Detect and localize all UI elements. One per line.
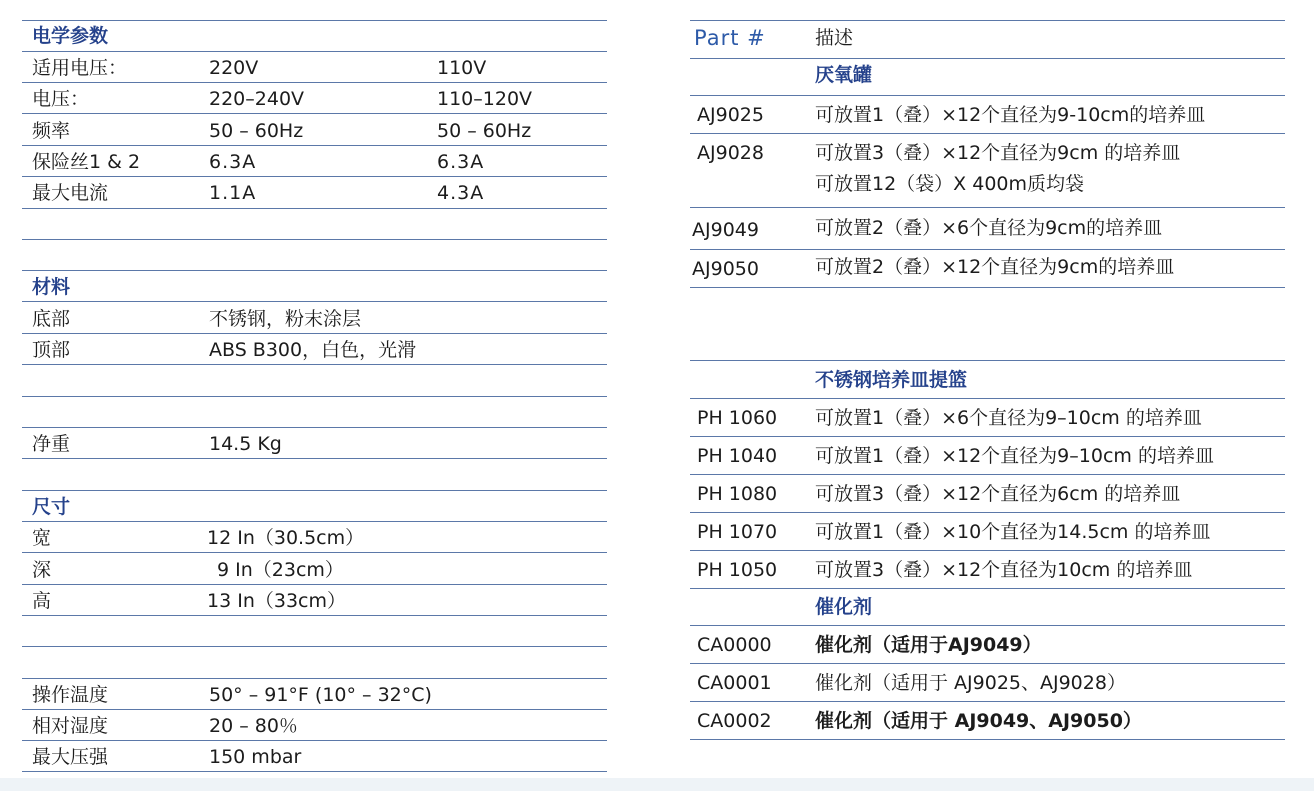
divider [690, 588, 1285, 589]
spec-value-220v: 6.3A [209, 151, 257, 173]
divider [690, 512, 1285, 513]
part-description: 可放置1（叠）×10个直径为14.5cm 的培养皿 [815, 521, 1211, 543]
divider [690, 249, 1285, 250]
divider [22, 615, 607, 616]
spec-label: 保险丝1 & 2 [32, 151, 141, 173]
part-description: 催化剂（适用于AJ9049） [815, 634, 1042, 656]
spec-value: 不锈钢，粉末涂层 [209, 308, 362, 330]
divider [690, 739, 1285, 740]
spec-label: 高 [32, 590, 52, 612]
divider [690, 360, 1285, 361]
divider [22, 270, 607, 271]
divider [690, 20, 1285, 21]
basket-heading: 不锈钢培养皿提篮 [815, 369, 968, 391]
divider [22, 584, 607, 585]
divider [690, 207, 1285, 208]
material-heading: 材料 [32, 276, 71, 298]
part-description-line2: 可放置12（袋）X 400m质均袋 [815, 173, 1085, 195]
part-description: 可放置2（叠）×12个直径为9cm的培养皿 [815, 256, 1175, 278]
divider [22, 490, 607, 491]
spec-value: 14.5 Kg [209, 433, 282, 455]
part-number: PH 1040 [697, 445, 778, 467]
spec-value-110v: 110V [437, 57, 487, 79]
spec-value-220v: 220V [209, 57, 259, 79]
divider [22, 646, 607, 647]
part-number: CA0000 [697, 634, 772, 656]
part-number: AJ9049 [692, 219, 759, 241]
part-description: 可放置2（叠）×6个直径为9cm的培养皿 [815, 217, 1163, 239]
part-description: 可放置3（叠）×12个直径为9cm 的培养皿 [815, 142, 1181, 164]
divider [22, 82, 607, 83]
catalyst-heading: 催化剂 [815, 596, 873, 618]
spec-value-220v: 1.1A [209, 182, 257, 204]
divider [22, 20, 607, 21]
spec-label: 电压： [32, 88, 90, 110]
part-description: 可放置1（叠）×6个直径为9–10cm 的培养皿 [815, 407, 1202, 429]
spec-value-220v: 220–240V [209, 88, 305, 110]
divider [690, 95, 1285, 96]
spec-value: 50° – 91°F (10° – 32°C) [209, 684, 432, 706]
divider [22, 145, 607, 146]
spec-value: 9 In（23cm） [217, 559, 344, 581]
spec-label: 适用电压： [32, 57, 128, 79]
spec-label: 净重 [32, 433, 71, 455]
part-description: 可放置1（叠）×12个直径为9-10cm的培养皿 [815, 104, 1206, 126]
spec-label: 相对湿度 [32, 715, 109, 737]
spec-label: 底部 [32, 308, 71, 330]
anaerobic-jar-heading: 厌氧罐 [815, 64, 873, 86]
divider [690, 287, 1285, 288]
divider [690, 58, 1285, 59]
spec-value: 12 In（30.5cm） [207, 527, 365, 549]
bottom-band [0, 778, 1314, 791]
divider [690, 133, 1285, 134]
part-number: PH 1060 [697, 407, 778, 429]
spec-value: 20 – 80％ [209, 715, 298, 737]
divider [22, 396, 607, 397]
part-number-header: Part # [694, 26, 766, 50]
divider [22, 521, 607, 522]
part-number: PH 1080 [697, 483, 778, 505]
part-number: AJ9050 [692, 258, 759, 280]
part-description: 可放置1（叠）×12个直径为9–10cm 的培养皿 [815, 445, 1214, 467]
divider [22, 678, 607, 679]
part-description: 可放置3（叠）×12个直径为10cm 的培养皿 [815, 559, 1193, 581]
divider [22, 113, 607, 114]
divider [22, 176, 607, 177]
part-number: AJ9025 [697, 104, 764, 126]
spec-value-110v: 110–120V [437, 88, 533, 110]
divider [690, 625, 1285, 626]
spec-label: 顶部 [32, 339, 71, 361]
part-description: 催化剂（适用于 AJ9025、AJ9028） [815, 672, 1126, 694]
spec-label: 宽 [32, 527, 52, 549]
divider [22, 740, 607, 741]
spec-label: 最大压强 [32, 746, 109, 768]
divider [690, 398, 1285, 399]
spec-value: 13 In（33cm） [207, 590, 346, 612]
part-number: AJ9028 [697, 142, 764, 164]
divider [22, 364, 607, 365]
divider [22, 458, 607, 459]
divider [690, 663, 1285, 664]
dimensions-heading: 尺寸 [32, 496, 71, 518]
spec-label: 最大电流 [32, 182, 109, 204]
divider [690, 701, 1285, 702]
part-number: PH 1050 [697, 559, 778, 581]
spec-label: 频率 [32, 120, 71, 142]
part-description: 催化剂（适用于 AJ9049、AJ9050） [815, 710, 1142, 732]
divider [22, 239, 607, 240]
divider [22, 51, 607, 52]
part-description: 可放置3（叠）×12个直径为6cm 的培养皿 [815, 483, 1181, 505]
divider [690, 436, 1285, 437]
description-header: 描述 [815, 27, 854, 49]
divider [22, 301, 607, 302]
divider [22, 427, 607, 428]
spec-value-110v: 4.3A [437, 182, 485, 204]
divider [690, 474, 1285, 475]
electrical-heading: 电学参数 [32, 25, 109, 47]
spec-value-220v: 50 – 60Hz [209, 120, 304, 142]
part-number: PH 1070 [697, 521, 778, 543]
divider [22, 333, 607, 334]
spec-value-110v: 6.3A [437, 151, 485, 173]
divider [22, 552, 607, 553]
divider [22, 771, 607, 772]
spec-label: 操作温度 [32, 684, 109, 706]
spec-value: ABS B300，白色，光滑 [209, 339, 417, 361]
part-number: CA0002 [697, 710, 772, 732]
spec-value: 150 mbar [209, 746, 302, 768]
spec-label: 深 [32, 559, 52, 581]
spec-value-110v: 50 – 60Hz [437, 120, 532, 142]
divider [22, 709, 607, 710]
part-number: CA0001 [697, 672, 772, 694]
divider [22, 208, 607, 209]
divider [690, 550, 1285, 551]
